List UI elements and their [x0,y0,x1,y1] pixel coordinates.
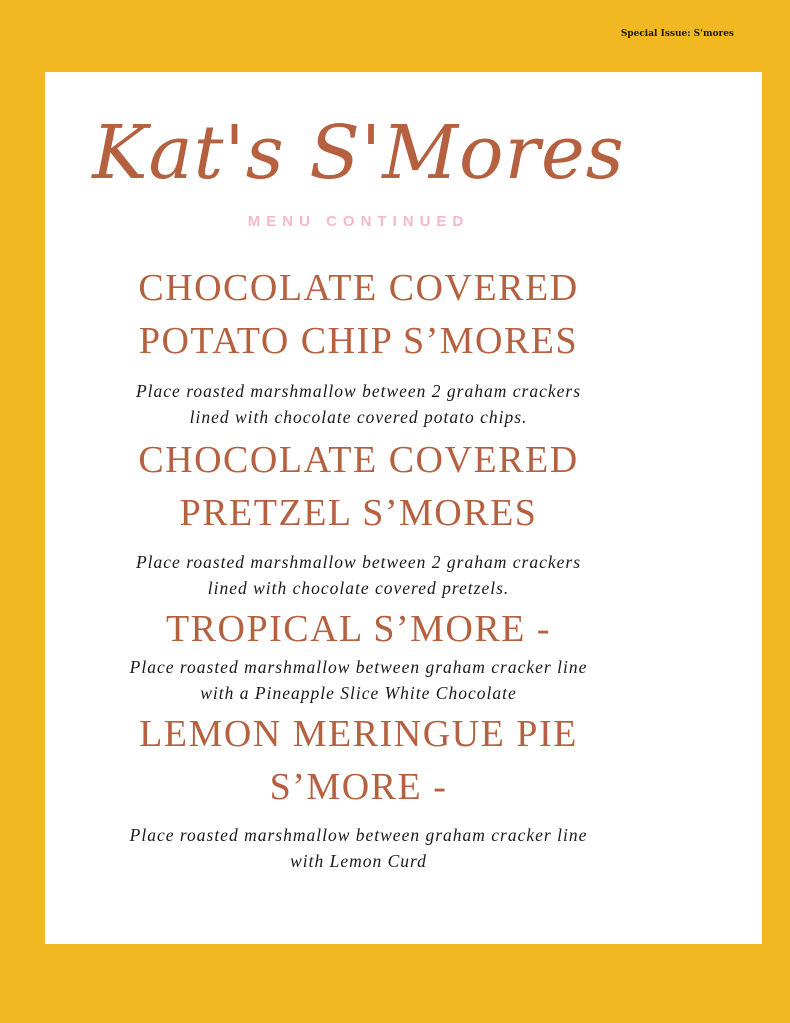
issue-label: Special Issue: S'mores [620,29,734,39]
item-3-heading-line-1: TROPICAL S’MORE - [165,608,552,650]
item-4-heading-line-1: LEMON MERINGUE PIE [139,713,578,755]
item-4-heading-line-2: S’MORE - [269,766,448,808]
item-1-description-line-2: lined with chocolate covered potato chips. [189,407,528,427]
item-4-description-line-1: Place roasted marshmallow between graham cracker line [129,825,588,845]
item-4-description-line-2: with Lemon Curd [290,851,427,871]
menu-title: Kat's S'Mores [92,110,625,196]
item-1-heading-line-2: POTATO CHIP S’MORES [138,320,579,362]
item-2-heading-line-1: CHOCOLATE COVERED [138,439,579,481]
item-3-description-line-2: with a Pineapple Slice White Chocolate [200,683,517,703]
item-1-heading-line-1: CHOCOLATE COVERED [138,267,579,309]
item-3-description-line-1: Place roasted marshmallow between graham cracker line [129,657,588,677]
item-2-description-line-2: lined with chocolate covered pretzels. [207,578,510,598]
item-1-description-line-1: Place roasted marshmallow between 2 graham crackers [135,381,581,401]
menu-subtitle: MENU CONTINUED [247,213,470,230]
item-2-heading-line-2: PRETZEL S’MORES [179,492,538,534]
item-2-description-line-1: Place roasted marshmallow between 2 graham crackers [135,552,581,572]
